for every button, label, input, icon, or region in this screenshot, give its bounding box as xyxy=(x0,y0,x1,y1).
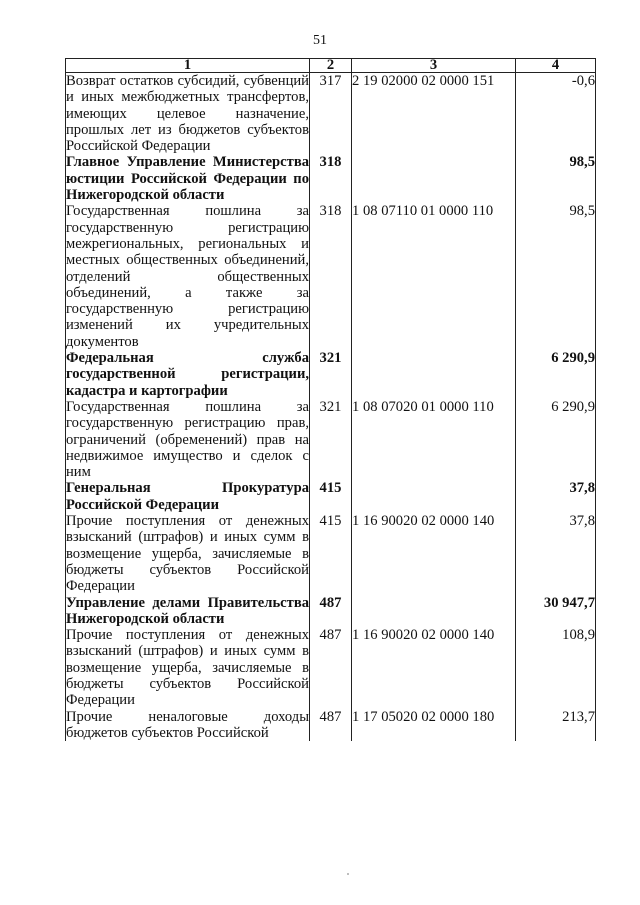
row-name-cell: Главное Управление Министерства юстиции Российской Федерации по Нижегородской области xyxy=(66,154,309,204)
row-code-cell: 321 xyxy=(310,399,352,480)
table-row xyxy=(66,73,596,155)
row-code-cell: 487 xyxy=(310,709,352,742)
row-amount-cell: 6 290,9 xyxy=(516,350,596,399)
row-amount-cell: 108,9 xyxy=(516,627,596,708)
row-kbk-cell xyxy=(352,350,516,399)
table-row-organization xyxy=(66,595,596,628)
row-name-cell: Прочие поступления от денежных взысканий (штрафов) и иных сумм в возмещение ущерба, зачисляемые в бюджеты субъектов Российской Федерации xyxy=(66,513,309,595)
row-name-cell: Государственная пошлина за государственную регистрацию прав, ограничений (обременений) прав на недвижимое имущество и сделок с ним xyxy=(66,398,309,481)
row-kbk-cell: 2 19 02000 02 0000 151 xyxy=(352,73,516,155)
row-kbk-cell xyxy=(352,154,516,203)
row-code-cell: 321 xyxy=(310,350,352,399)
table-row xyxy=(66,513,596,594)
column-header-name: 1 xyxy=(66,59,310,73)
row-name-cell: Федеральная служба государственной регистрации, кадастра и картографии xyxy=(66,350,309,399)
row-name-cell: Государственная пошлина за государственную регистрацию межрегиональных, региональных и местных общественных объединений, отделений общественных объединений, а также за государственную регистрацию изменений их учредительных документов xyxy=(66,203,309,350)
row-kbk-cell: 1 16 90020 02 0000 140 xyxy=(352,627,516,708)
table-row xyxy=(66,399,596,480)
scan-speck xyxy=(347,873,349,875)
row-amount-cell: 98,5 xyxy=(516,203,596,350)
column-header-amount: 4 xyxy=(516,59,596,73)
column-header-kbk: 3 xyxy=(352,59,516,73)
row-kbk-cell: 1 16 90020 02 0000 140 xyxy=(352,513,516,594)
row-code-cell: 415 xyxy=(310,513,352,594)
row-kbk-cell: 1 08 07110 01 0000 110 xyxy=(352,203,516,350)
table-row-organization xyxy=(66,480,596,513)
row-kbk-cell: 1 17 05020 02 0000 180 xyxy=(352,709,516,742)
table-row xyxy=(66,709,596,742)
table-header-row xyxy=(66,59,596,73)
table-row-organization xyxy=(66,154,596,203)
row-code-cell: 317 xyxy=(310,73,352,155)
row-code-cell: 318 xyxy=(310,203,352,350)
row-amount-cell: 6 290,9 xyxy=(516,399,596,480)
row-name-cell: Управление делами Правительства Нижегородской области xyxy=(66,594,309,627)
row-name-cell: Возврат остатков субсидий, субвенций и иных межбюджетных трансфертов, имеющих целевое назначение, прошлых лет из бюджетов субъектов Российской Федерации xyxy=(66,73,309,155)
table-row xyxy=(66,627,596,708)
table-row-organization xyxy=(66,350,596,399)
row-code-cell: 318 xyxy=(310,154,352,203)
row-amount-cell: 37,8 xyxy=(516,513,596,594)
row-kbk-cell xyxy=(352,480,516,513)
row-kbk-cell: 1 08 07020 01 0000 110 xyxy=(352,399,516,480)
revenue-table xyxy=(65,58,596,741)
row-amount-cell: 30 947,7 xyxy=(516,595,596,628)
column-header-code: 2 xyxy=(310,59,352,73)
row-code-cell: 415 xyxy=(310,480,352,513)
row-code-cell: 487 xyxy=(310,595,352,628)
row-kbk-cell xyxy=(352,595,516,628)
table-row xyxy=(66,203,596,350)
row-amount-cell: 98,5 xyxy=(516,154,596,203)
row-amount-cell: 37,8 xyxy=(516,480,596,513)
row-name-cell: Прочие поступления от денежных взысканий (штрафов) и иных сумм в возмещение ущерба, зачисляемые в бюджеты субъектов Российской Федерации xyxy=(66,627,309,709)
page-number: 51 xyxy=(313,33,327,48)
row-amount-cell: -0,6 xyxy=(516,73,596,155)
row-amount-cell: 213,7 xyxy=(516,709,596,742)
row-name-cell: Прочие неналоговые доходы бюджетов субъектов Российской xyxy=(66,708,309,741)
row-name-cell: Генеральная Прокуратура Российской Федерации xyxy=(66,480,309,513)
row-code-cell: 487 xyxy=(310,627,352,708)
